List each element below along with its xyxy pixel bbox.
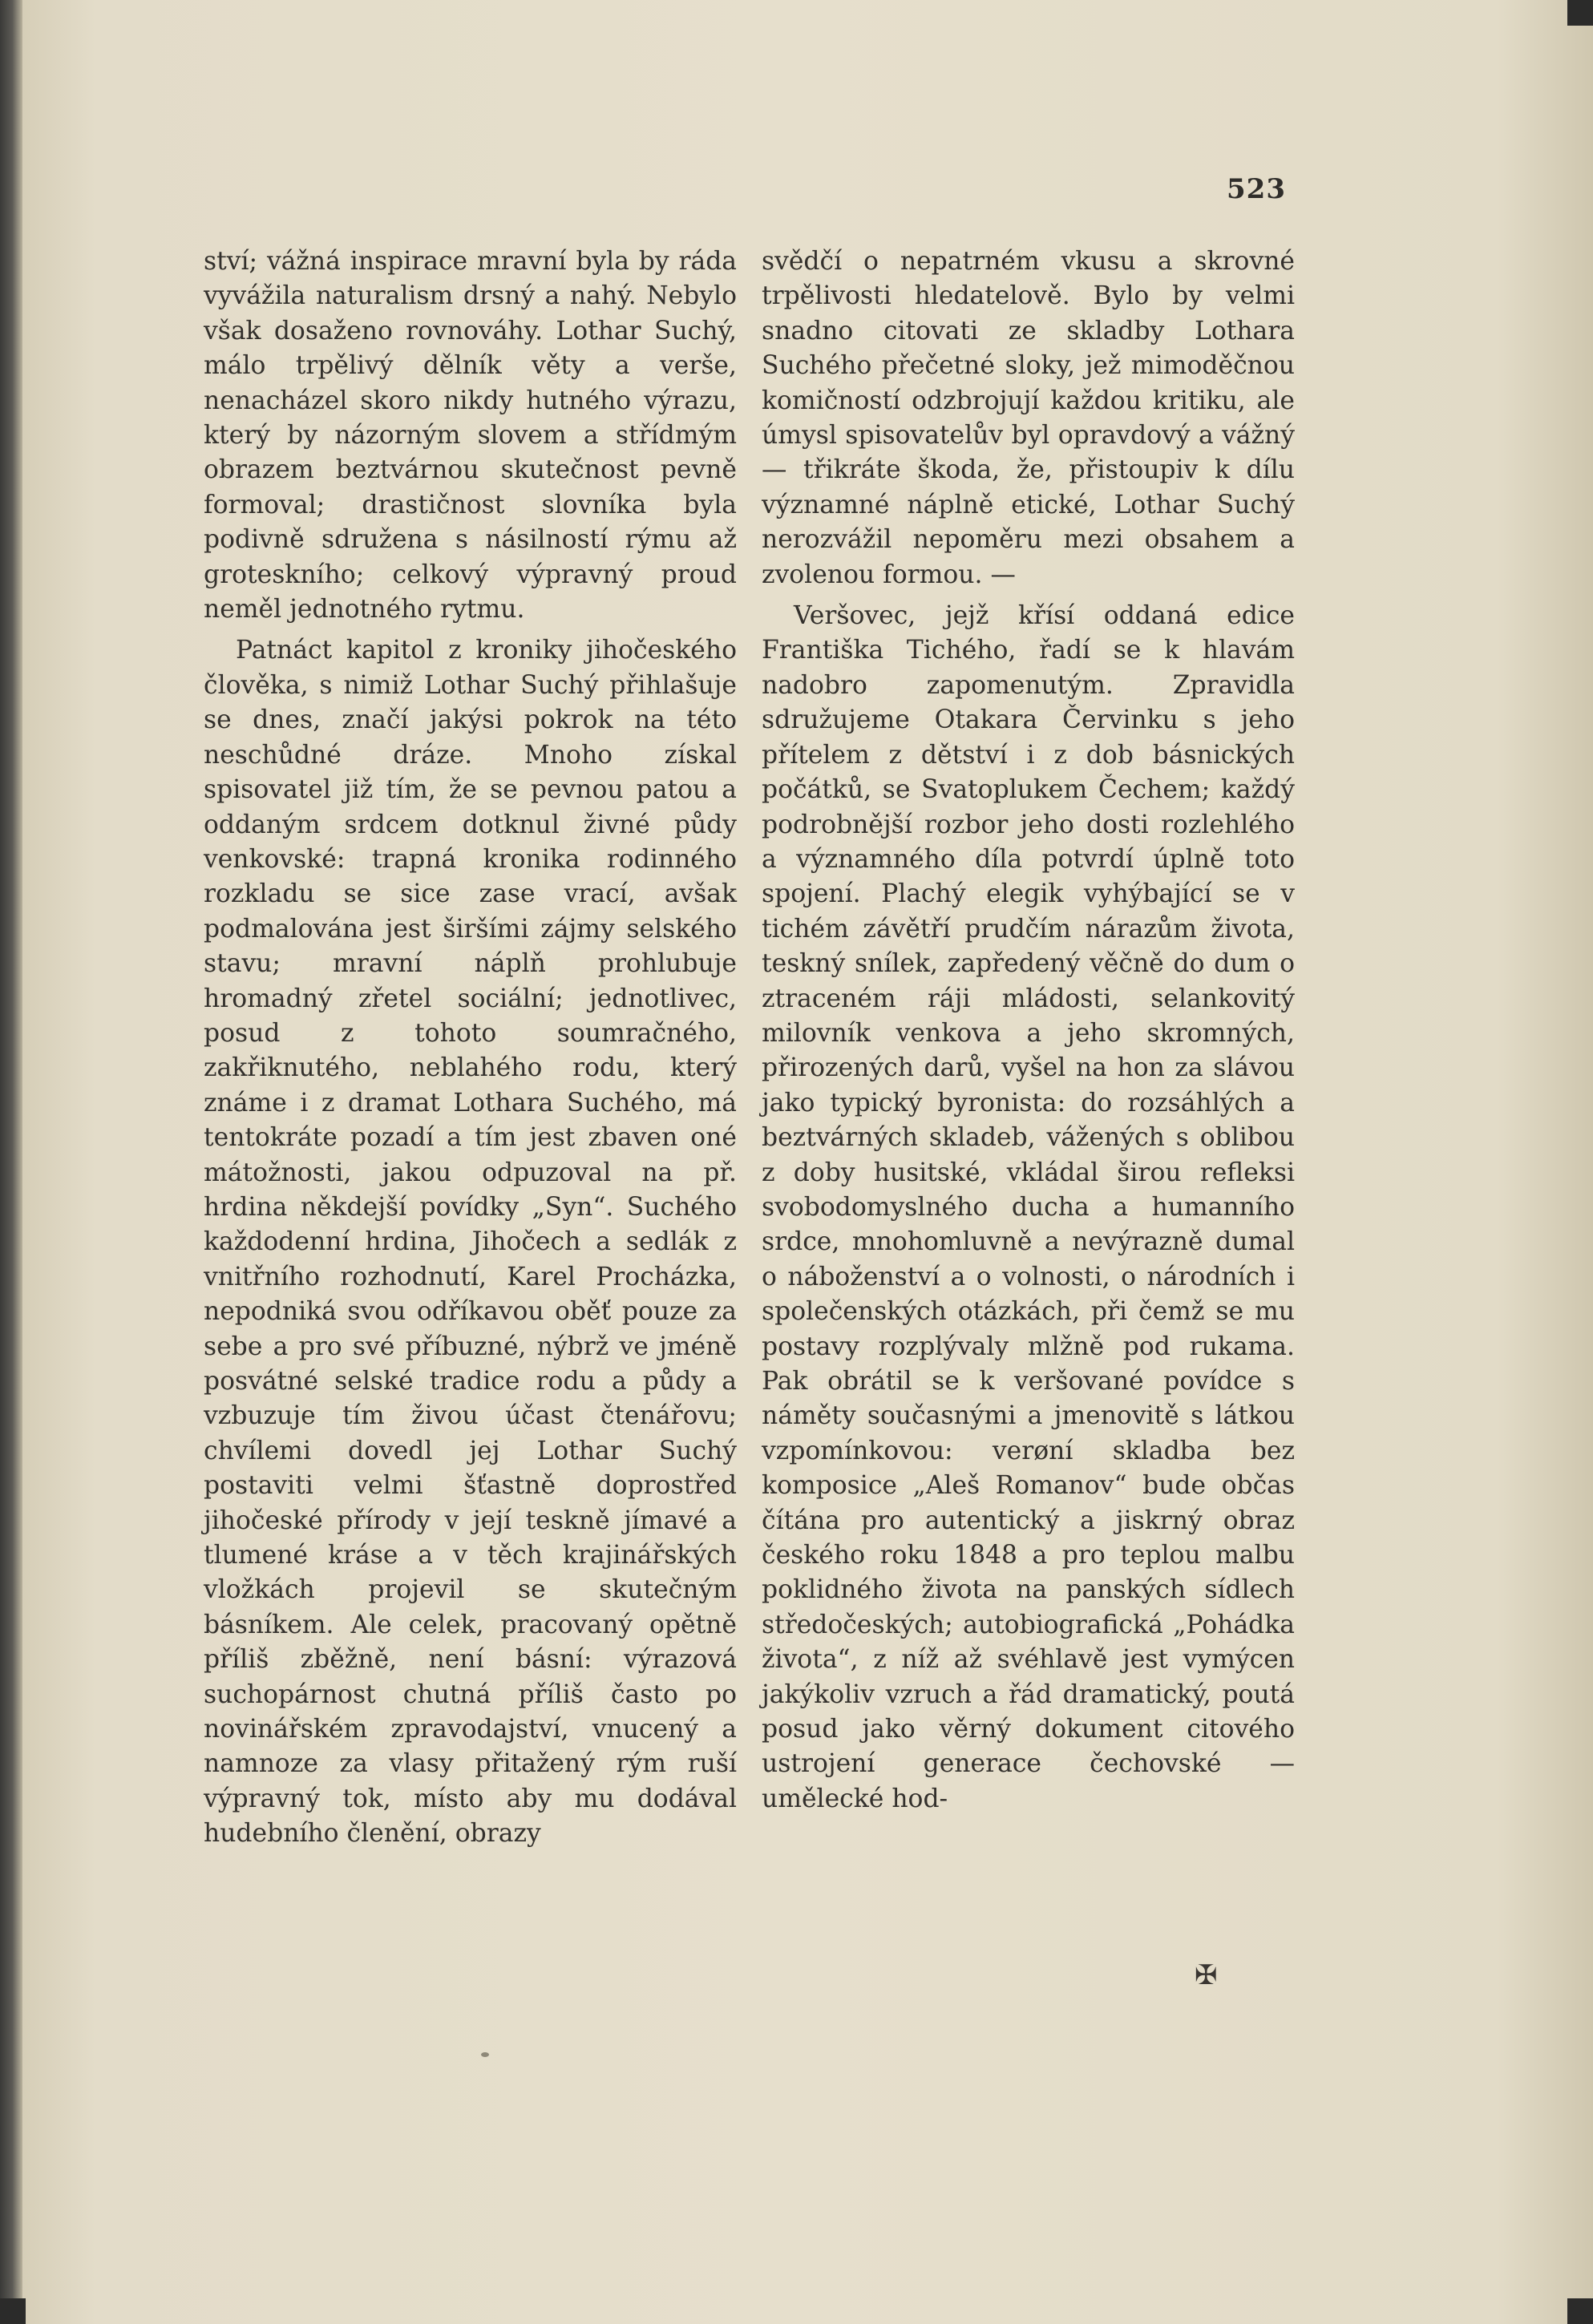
scan-corner-bottom-right bbox=[1567, 2298, 1593, 2324]
scan-corner-bottom-left bbox=[0, 2298, 26, 2324]
book-binding-edge bbox=[0, 0, 22, 2324]
right-text-column bbox=[762, 245, 1295, 1817]
left-text-column bbox=[204, 245, 737, 1852]
section-end-mark: ✠ bbox=[1195, 1959, 1218, 1991]
scan-corner-top-right bbox=[1567, 0, 1593, 26]
paragraph-right-1: svědčí o nepatrném vkusu a skrovné trpělivosti hledatelově. Bylo by velmi snadno citovati ze skladby Lothara Suchého přečetné sloky, jež mimoděčnou komičností odzbrojují každou kritiku, ale úmysl spisovatelův byl opravdový a vážný — třikráte škoda, že, přistoupiv k dílu významné náplně etické, Lothar Suchý nerozvážil nepoměru mezi obsahem a zvolenou formou. — bbox=[762, 247, 1295, 589]
paragraph-right-2: Veršovec, jejž křísí oddaná edice Františka Tichého, řadí se k hlavám nadobro zapomenutým. Zpravidla sdružujeme Otakara Červinku s jeho přítelem z dětství i z dob básnických počátků, se Svatoplukem Čechem; každý podrobnější rozbor jeho dosti rozlehlého a významného díla potvrdí úplně toto spojení. Plachý elegik vyhýbající se v tichém závětří prudčím nárazům života, teskný snílek, zapředený věčně do dum o ztraceném ráji mládosti, selankovitý milovník venkova a jeho skromných, přirozených darů, vyšel na hon za slávou jako typický byronista: do rozsáhlých a beztvárných skladeb, vážených s oblibou z doby husitské, vkládal širou refleksi svobodomyslného ducha a humanního srdce, mnohomluvně a nevýrazně dumal o náboženství a o volnosti, o národních i společenských otázkách, při čemž se mu postavy rozplývaly mlžně pod rukama. Pak obrátil se k veršované povídce s náměty současnými a jmenovitě s látkou vzpomínkovou: verøní skladba bez komposice „Aleš Romanov“ bude občas čítána pro autentický a jiskrný obraz českého roku 1848 a pro teplou malbu poklidného života na panských sídlech středočeských; autobiografická „Pohádka života“, z níž až svéhlavě jest vymýcen jakýkoliv vzruch a řád dramatický, poutá posud jako věrný dokument citového ustrojení generace čechovské — umělecké hod- bbox=[762, 601, 1295, 1813]
paragraph-left-2: Patnáct kapitol z kroniky jihočeského člověka, s nimiž Lothar Suchý přihlašuje se dnes, značí jakýsi pokrok na této neschůdné dráze. Mnoho získal spisovatel již tím, že se pevnou patou a oddaným srdcem dotknul živné půdy venkovské: trapná kronika rodinného rozkladu se sice zase vrací, avšak podmalována jest širšími zájmy selského stavu; mravní náplň prohlubuje hromadný zřetel sociální; jednotlivec, posud z tohoto soumračného, zakřiknutého, neblahého rodu, který známe i z dramat Lothara Suchého, má tentokráte pozadí a tím jest zbaven oné mátožnosti, jakou odpuzoval na př. hrdina někdejší povídky „Syn“. Suchého každodenní hrdina, Jihočech a sedlák z vnitřního rozhodnutí, Karel Procházka, nepodniká svou odříkavou oběť pouze za sebe a pro své příbuzné, nýbrž ve jméně posvátné selské tradice rodu a půdy a vzbuzuje tím živou účast čtenářovu; chvílemi dovedl jej Lothar Suchý postaviti velmi šťastně doprostřed jihočeské přírody v její teskně jímavé a tlumené kráse a v těch krajinářských vložkách projevil se skutečným básníkem. Ale celek, pracovaný opětně příliš zběžně, není básní: výrazová suchopárnost chutná příliš často po novinářském zpravodajství, vnucený a namnoze za vlasy přitažený rým ruší výpravný tok, místo aby mu dodával hudebního členění, obrazy bbox=[204, 636, 737, 1849]
paragraph-left-1: ství; vážná inspirace mravní byla by ráda vyvážila naturalism drsný a nahý. Nebylo však dosaženo rovnováhy. Lothar Suchý, málo trpělivý dělník věty a verše, nenacházel skoro nikdy hutného výrazu, který by názorným slovem a střídmým obrazem beztvárnou skutečnost pevně formoval; drastičnost slovníka byla podivně sdružena s násilností rýmu až groteskního; celkový výpravný proud neměl jednotného rytmu. bbox=[204, 247, 737, 624]
page-number: 523 bbox=[1227, 173, 1286, 205]
paper-speck bbox=[481, 2052, 489, 2057]
